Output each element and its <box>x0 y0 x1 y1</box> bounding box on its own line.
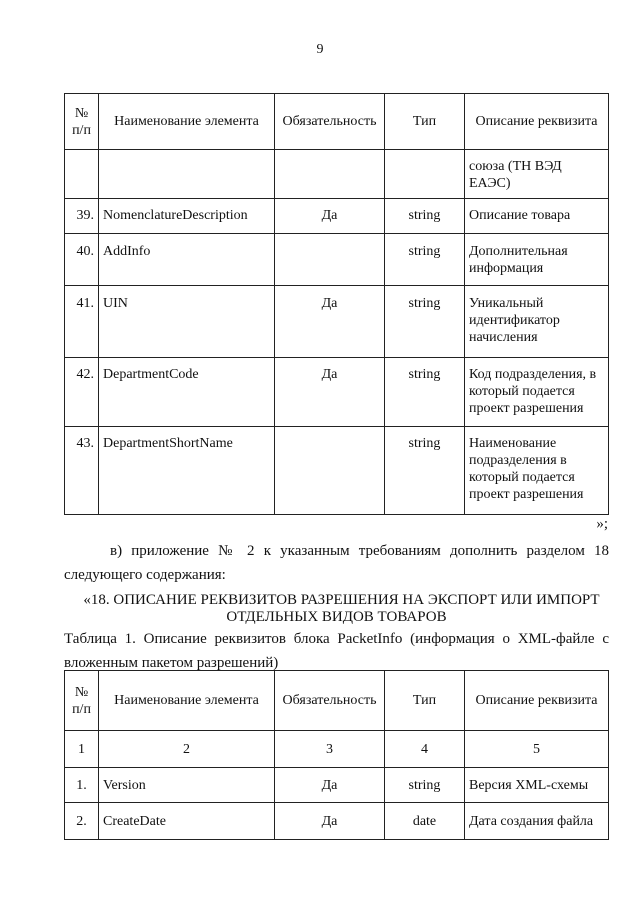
cell-type: string <box>385 234 465 286</box>
cell-name: UIN <box>99 286 275 358</box>
column-number: 1 <box>65 731 99 768</box>
cell-name: Version <box>99 768 275 803</box>
column-number: 2 <box>99 731 275 768</box>
table-row <box>65 150 609 199</box>
cell-required <box>275 234 385 286</box>
cell-required: Да <box>275 199 385 234</box>
table-row <box>65 427 609 515</box>
column-number: 3 <box>275 731 385 768</box>
table-requisites-continued <box>64 93 609 515</box>
header-num: № п/п <box>65 94 99 150</box>
cell-required <box>275 427 385 515</box>
cell-type <box>385 150 465 199</box>
cell-desc: Код подразделения, в который подается проект разрешения <box>465 358 609 427</box>
cell-num: 42. <box>65 358 99 427</box>
table-row <box>65 768 609 803</box>
cell-type: string <box>385 199 465 234</box>
cell-required: Да <box>275 768 385 803</box>
header-desc: Описание реквизита <box>465 671 609 731</box>
header-required: Обязательность <box>275 671 385 731</box>
table-row <box>65 286 609 358</box>
column-number: 5 <box>465 731 609 768</box>
cell-name: DepartmentShortName <box>99 427 275 515</box>
header-desc: Описание реквизита <box>465 94 609 150</box>
amendment-paragraph: в) приложение № 2 к указанным требованиям дополнить разделом 18 следующего содержания: <box>64 543 609 583</box>
header-num: № п/п <box>65 671 99 731</box>
header-type: Тип <box>385 671 465 731</box>
cell-desc: Версия XML-схемы <box>465 768 609 803</box>
cell-type: date <box>385 803 465 840</box>
cell-required: Да <box>275 358 385 427</box>
cell-required <box>275 150 385 199</box>
cell-required: Да <box>275 803 385 840</box>
cell-type: string <box>385 358 465 427</box>
header-type: Тип <box>385 94 465 150</box>
cell-name: AddInfo <box>99 234 275 286</box>
cell-num: 39. <box>65 199 99 234</box>
table-header-row <box>65 94 609 150</box>
cell-type: string <box>385 768 465 803</box>
cell-num: 2. <box>65 803 99 840</box>
column-number-row <box>65 731 609 768</box>
table-caption: Таблица 1. Описание реквизитов блока PacketInfo (информация о XML-файле с вложенным пакетом разрешений) <box>64 631 609 671</box>
table-row <box>65 803 609 840</box>
section-heading: «18. ОПИСАНИЕ РЕКВИЗИТОВ РАЗРЕШЕНИЯ НА ЭКСПОРТ ИЛИ ИМПОРТ ОТДЕЛЬНЫХ ВИДОВ ТОВАРОВ <box>83 592 600 625</box>
cell-num: 41. <box>65 286 99 358</box>
column-number: 4 <box>385 731 465 768</box>
cell-desc: Наименование подразделения в который подается проект разрешения <box>465 427 609 515</box>
cell-name: DepartmentCode <box>99 358 275 427</box>
table-packetinfo <box>64 670 609 840</box>
cell-num: 43. <box>65 427 99 515</box>
cell-desc: Дата создания файла <box>465 803 609 840</box>
cell-desc: союза (ТН ВЭД ЕАЭС) <box>465 150 609 199</box>
page-number: 9 <box>316 42 324 57</box>
header-required: Обязательность <box>275 94 385 150</box>
table-row <box>65 358 609 427</box>
cell-num: 40. <box>65 234 99 286</box>
cell-name: CreateDate <box>99 803 275 840</box>
cell-type: string <box>385 286 465 358</box>
cell-required: Да <box>275 286 385 358</box>
cell-num: 1. <box>65 768 99 803</box>
cell-desc: Уникальный идентификатор начисления <box>465 286 609 358</box>
cell-name <box>99 150 275 199</box>
cell-num <box>65 150 99 199</box>
table-row <box>65 234 609 286</box>
table-header-row <box>65 671 609 731</box>
header-name: Наименование элемента <box>99 94 275 150</box>
header-name: Наименование элемента <box>99 671 275 731</box>
cell-name: NomenclatureDescription <box>99 199 275 234</box>
cell-type: string <box>385 427 465 515</box>
closing-quote: »; <box>596 516 608 532</box>
cell-desc: Дополнительная информация <box>465 234 609 286</box>
table-row <box>65 199 609 234</box>
cell-desc: Описание товара <box>465 199 609 234</box>
